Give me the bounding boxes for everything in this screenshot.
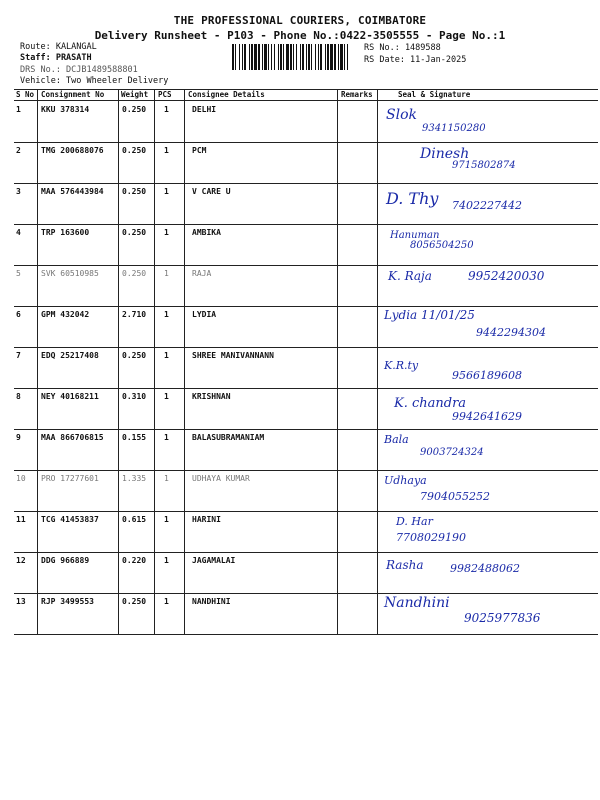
col-divider bbox=[118, 224, 119, 265]
cell-pcs: 1 bbox=[164, 105, 169, 114]
col-header-consignment: Consignment No bbox=[41, 90, 105, 99]
row-border bbox=[14, 306, 598, 307]
cell-sno: 2 bbox=[16, 146, 21, 155]
signature-phone: 7708029190 bbox=[396, 531, 466, 544]
col-divider bbox=[184, 224, 185, 265]
col-divider bbox=[118, 511, 119, 552]
col-divider bbox=[337, 470, 338, 511]
cell-consignee: KRISHNAN bbox=[192, 392, 231, 401]
col-divider bbox=[118, 306, 119, 347]
signature-phone: 9341150280 bbox=[422, 123, 486, 134]
cell-pcs: 1 bbox=[164, 228, 169, 237]
barcode-bar bbox=[334, 44, 336, 70]
col-divider bbox=[118, 101, 119, 142]
cell-weight: 0.250 bbox=[122, 228, 147, 237]
cell-pcs: 1 bbox=[164, 351, 169, 360]
barcode-bar bbox=[283, 44, 284, 70]
row-border bbox=[14, 142, 598, 143]
col-divider bbox=[184, 265, 185, 306]
col-divider bbox=[154, 224, 155, 265]
col-divider bbox=[377, 89, 378, 100]
barcode-bar bbox=[308, 44, 310, 70]
barcode-bar bbox=[244, 44, 246, 70]
col-divider bbox=[37, 183, 38, 224]
signature-name: K. chandra bbox=[394, 396, 467, 411]
signature-name: Rasha bbox=[386, 558, 424, 572]
cell-consignee: V CARE U bbox=[192, 187, 231, 196]
row-border bbox=[14, 429, 598, 430]
signature-phone: 7904055252 bbox=[420, 490, 490, 503]
col-divider bbox=[184, 306, 185, 347]
cell-consignment: TRP 163600 bbox=[41, 228, 90, 237]
col-divider bbox=[37, 89, 38, 100]
col-header-remarks: Remarks bbox=[341, 90, 373, 99]
barcode-bar bbox=[280, 44, 282, 70]
barcode-bar bbox=[315, 44, 316, 70]
col-divider bbox=[118, 593, 119, 634]
col-divider bbox=[184, 511, 185, 552]
col-divider bbox=[337, 511, 338, 552]
col-divider bbox=[37, 470, 38, 511]
cell-pcs: 1 bbox=[164, 146, 169, 155]
col-divider bbox=[337, 89, 338, 100]
company-title: THE PROFESSIONAL COURIERS, COIMBATORE bbox=[173, 14, 427, 27]
cell-consignment: NEY 40168211 bbox=[41, 392, 99, 401]
col-divider bbox=[337, 101, 338, 142]
barcode-bar bbox=[325, 44, 326, 70]
cell-consignee: PCM bbox=[192, 146, 207, 155]
col-divider bbox=[118, 265, 119, 306]
barcode-bar bbox=[235, 44, 236, 70]
cell-sno: 5 bbox=[16, 269, 21, 278]
cell-sno: 3 bbox=[16, 187, 21, 196]
signature-name: Nandhini bbox=[384, 595, 450, 611]
signature-phone: 9442294304 bbox=[476, 326, 546, 339]
row-border bbox=[14, 347, 598, 348]
barcode-bar bbox=[232, 44, 234, 70]
cell-sno: 1 bbox=[16, 105, 21, 114]
col-divider bbox=[184, 101, 185, 142]
barcode-bar bbox=[249, 44, 250, 70]
signature-name: Udhaya bbox=[384, 474, 427, 487]
col-divider bbox=[377, 183, 378, 224]
col-divider bbox=[184, 142, 185, 183]
col-divider bbox=[337, 183, 338, 224]
cell-consignment: TCG 41453837 bbox=[41, 515, 99, 524]
barcode-bar bbox=[302, 44, 304, 70]
col-divider bbox=[37, 101, 38, 142]
barcode-bar bbox=[254, 44, 257, 70]
barcode-bar bbox=[293, 44, 294, 70]
barcode-bar bbox=[318, 44, 319, 70]
cell-weight: 0.310 bbox=[122, 392, 147, 401]
col-divider bbox=[377, 101, 378, 142]
col-header-pcs: PCS bbox=[158, 90, 172, 99]
cell-pcs: 1 bbox=[164, 515, 169, 524]
signature-name: Bala bbox=[384, 433, 409, 446]
col-divider bbox=[154, 552, 155, 593]
col-divider bbox=[184, 89, 185, 100]
table-header-border bbox=[14, 100, 598, 101]
cell-sno: 7 bbox=[16, 351, 21, 360]
cell-consignee: LYDIA bbox=[192, 310, 217, 319]
col-divider bbox=[337, 429, 338, 470]
col-divider bbox=[154, 142, 155, 183]
cell-consignment: GPM 432042 bbox=[41, 310, 90, 319]
cell-consignee: JAGAMALAI bbox=[192, 556, 236, 565]
cell-weight: 0.250 bbox=[122, 269, 147, 278]
col-divider bbox=[118, 183, 119, 224]
barcode-bar bbox=[320, 44, 322, 70]
barcode-bar bbox=[258, 44, 260, 70]
col-divider bbox=[184, 429, 185, 470]
col-divider bbox=[37, 224, 38, 265]
col-divider bbox=[377, 347, 378, 388]
cell-consignee: AMBIKA bbox=[192, 228, 221, 237]
signature-phone: 9003724324 bbox=[420, 447, 484, 458]
col-divider bbox=[377, 224, 378, 265]
col-divider bbox=[377, 552, 378, 593]
col-divider bbox=[118, 388, 119, 429]
col-divider bbox=[37, 429, 38, 470]
col-divider bbox=[337, 224, 338, 265]
col-divider bbox=[337, 265, 338, 306]
col-divider bbox=[377, 265, 378, 306]
col-divider bbox=[154, 265, 155, 306]
signature-phone: 7402227442 bbox=[452, 199, 522, 212]
col-divider bbox=[377, 388, 378, 429]
barcode-bar bbox=[271, 44, 272, 70]
barcode-bar bbox=[311, 44, 312, 70]
cell-consignment: RJP 3499553 bbox=[41, 597, 94, 606]
cell-weight: 0.250 bbox=[122, 351, 147, 360]
col-divider bbox=[118, 347, 119, 388]
col-divider bbox=[154, 429, 155, 470]
cell-pcs: 1 bbox=[164, 310, 169, 319]
col-divider bbox=[154, 388, 155, 429]
cell-sno: 8 bbox=[16, 392, 21, 401]
barcode-bar bbox=[251, 44, 253, 70]
cell-weight: 2.710 bbox=[122, 310, 147, 319]
col-divider bbox=[37, 347, 38, 388]
cell-consignee: SHREE MANIVANNANN bbox=[192, 351, 274, 360]
col-divider bbox=[154, 101, 155, 142]
drs-number: DRS No.: DCJB1489588801 bbox=[20, 65, 138, 75]
col-header-consignee: Consignee Details bbox=[188, 90, 265, 99]
rs-date: RS Date: 11-Jan-2025 bbox=[364, 55, 467, 65]
row-border bbox=[14, 265, 598, 266]
signature-name: K.R.ty bbox=[384, 359, 419, 372]
signature-phone: 9952420030 bbox=[468, 269, 545, 283]
col-divider bbox=[154, 347, 155, 388]
cell-pcs: 1 bbox=[164, 187, 169, 196]
barcode-bar bbox=[306, 44, 307, 70]
col-divider bbox=[337, 388, 338, 429]
signature-phone: 8056504250 bbox=[410, 240, 474, 251]
col-divider bbox=[37, 265, 38, 306]
col-divider bbox=[37, 552, 38, 593]
cell-weight: 0.250 bbox=[122, 597, 147, 606]
cell-sno: 11 bbox=[16, 515, 26, 524]
cell-pcs: 1 bbox=[164, 269, 169, 278]
col-divider bbox=[377, 470, 378, 511]
cell-consignment: SVK 60510985 bbox=[41, 269, 99, 278]
col-divider bbox=[377, 142, 378, 183]
barcode-bar bbox=[338, 44, 339, 70]
barcode-bar bbox=[340, 44, 343, 70]
col-divider bbox=[184, 183, 185, 224]
signature-phone: 9025977836 bbox=[464, 611, 541, 625]
col-divider bbox=[37, 142, 38, 183]
col-divider bbox=[377, 306, 378, 347]
signature-name: D. Thy bbox=[386, 189, 439, 208]
row-border bbox=[14, 511, 598, 512]
barcode-bar bbox=[330, 44, 333, 70]
col-divider bbox=[118, 142, 119, 183]
col-divider bbox=[154, 511, 155, 552]
cell-consignee: BALASUBRAMANIAM bbox=[192, 433, 265, 442]
cell-weight: 1.335 bbox=[122, 474, 147, 483]
row-border bbox=[14, 224, 598, 225]
col-divider bbox=[37, 388, 38, 429]
cell-weight: 0.250 bbox=[122, 146, 147, 155]
row-border bbox=[14, 552, 598, 553]
cell-consignment: MAA 866706815 bbox=[41, 433, 104, 442]
col-divider bbox=[154, 470, 155, 511]
col-divider bbox=[337, 552, 338, 593]
signature-phone: 9715802874 bbox=[452, 160, 516, 171]
vehicle-label: Vehicle: Two Wheeler Delivery bbox=[20, 76, 169, 86]
signature-name: K. Raja bbox=[388, 269, 432, 283]
staff-label: Staff: PRASATH bbox=[20, 53, 92, 63]
cell-weight: 0.250 bbox=[122, 105, 147, 114]
signature-name: Hanuman bbox=[390, 230, 440, 241]
col-divider bbox=[377, 593, 378, 634]
cell-consignment: KKU 378314 bbox=[41, 105, 90, 114]
cell-consignee: DELHI bbox=[192, 105, 217, 114]
cell-consignment: PRO 17277601 bbox=[41, 474, 99, 483]
cell-sno: 13 bbox=[16, 597, 26, 606]
cell-sno: 6 bbox=[16, 310, 21, 319]
col-divider bbox=[154, 89, 155, 100]
col-divider bbox=[184, 552, 185, 593]
col-header-weight: Weight bbox=[121, 90, 149, 99]
cell-pcs: 1 bbox=[164, 392, 169, 401]
col-header-sno: S No bbox=[16, 90, 35, 99]
barcode-bar bbox=[274, 44, 275, 70]
col-divider bbox=[184, 388, 185, 429]
cell-sno: 4 bbox=[16, 228, 21, 237]
cell-weight: 0.615 bbox=[122, 515, 147, 524]
barcode-bar bbox=[262, 44, 263, 70]
signature-name: Slok bbox=[386, 107, 417, 123]
cell-consignment: TMG 200688076 bbox=[41, 146, 104, 155]
cell-sno: 12 bbox=[16, 556, 26, 565]
col-divider bbox=[184, 593, 185, 634]
barcode-bar bbox=[242, 44, 243, 70]
col-divider bbox=[37, 511, 38, 552]
cell-pcs: 1 bbox=[164, 556, 169, 565]
col-divider bbox=[118, 552, 119, 593]
col-header-signature: Seal & Signature bbox=[398, 90, 471, 99]
cell-consignee: NANDHINI bbox=[192, 597, 231, 606]
row-border bbox=[14, 470, 598, 471]
barcode-bar bbox=[264, 44, 267, 70]
cell-weight: 0.155 bbox=[122, 433, 147, 442]
barcode-bar bbox=[268, 44, 269, 70]
barcode-bar bbox=[290, 44, 292, 70]
rs-number: RS No.: 1489588 bbox=[364, 43, 441, 53]
col-divider bbox=[337, 593, 338, 634]
cell-consignee: UDHAYA KUMAR bbox=[192, 474, 250, 483]
barcode bbox=[232, 44, 352, 70]
signature-name: Dinesh bbox=[420, 146, 470, 162]
cell-pcs: 1 bbox=[164, 433, 169, 442]
signature-phone: 9942641629 bbox=[452, 410, 522, 423]
cell-pcs: 1 bbox=[164, 474, 169, 483]
row-border bbox=[14, 634, 598, 635]
barcode-bar bbox=[344, 44, 345, 70]
route-label: Route: KALANGAL bbox=[20, 42, 97, 52]
cell-sno: 10 bbox=[16, 474, 26, 483]
col-divider bbox=[37, 306, 38, 347]
barcode-bar bbox=[347, 44, 348, 70]
col-divider bbox=[154, 183, 155, 224]
cell-consignee: HARINI bbox=[192, 515, 221, 524]
col-divider bbox=[118, 89, 119, 100]
cell-pcs: 1 bbox=[164, 597, 169, 606]
col-divider bbox=[337, 347, 338, 388]
col-divider bbox=[118, 429, 119, 470]
runsheet-subtitle: Delivery Runsheet - P103 - Phone No.:0422-3505555 - Page No.:1 bbox=[94, 29, 506, 42]
col-divider bbox=[337, 306, 338, 347]
col-divider bbox=[154, 306, 155, 347]
col-divider bbox=[377, 511, 378, 552]
cell-consignment: EDQ 25217408 bbox=[41, 351, 99, 360]
barcode-bar bbox=[278, 44, 279, 70]
col-divider bbox=[377, 429, 378, 470]
col-divider bbox=[184, 470, 185, 511]
cell-weight: 0.220 bbox=[122, 556, 147, 565]
col-divider bbox=[337, 142, 338, 183]
row-border bbox=[14, 183, 598, 184]
barcode-bar bbox=[239, 44, 240, 70]
barcode-bar bbox=[296, 44, 297, 70]
col-divider bbox=[154, 593, 155, 634]
signature-name: Lydia 11/01/25 bbox=[384, 308, 475, 322]
cell-consignment: DDG 966889 bbox=[41, 556, 90, 565]
cell-consignment: MAA 576443984 bbox=[41, 187, 104, 196]
col-divider bbox=[118, 470, 119, 511]
cell-weight: 0.250 bbox=[122, 187, 147, 196]
barcode-bar bbox=[286, 44, 289, 70]
signature-name: D. Har bbox=[396, 515, 433, 528]
row-border bbox=[14, 388, 598, 389]
cell-sno: 9 bbox=[16, 433, 21, 442]
barcode-bar bbox=[300, 44, 301, 70]
signature-phone: 9982488062 bbox=[450, 562, 520, 575]
col-divider bbox=[184, 347, 185, 388]
barcode-bar bbox=[327, 44, 329, 70]
cell-consignee: RAJA bbox=[192, 269, 212, 278]
signature-phone: 9566189608 bbox=[452, 369, 522, 382]
col-divider bbox=[37, 593, 38, 634]
row-border bbox=[14, 593, 598, 594]
